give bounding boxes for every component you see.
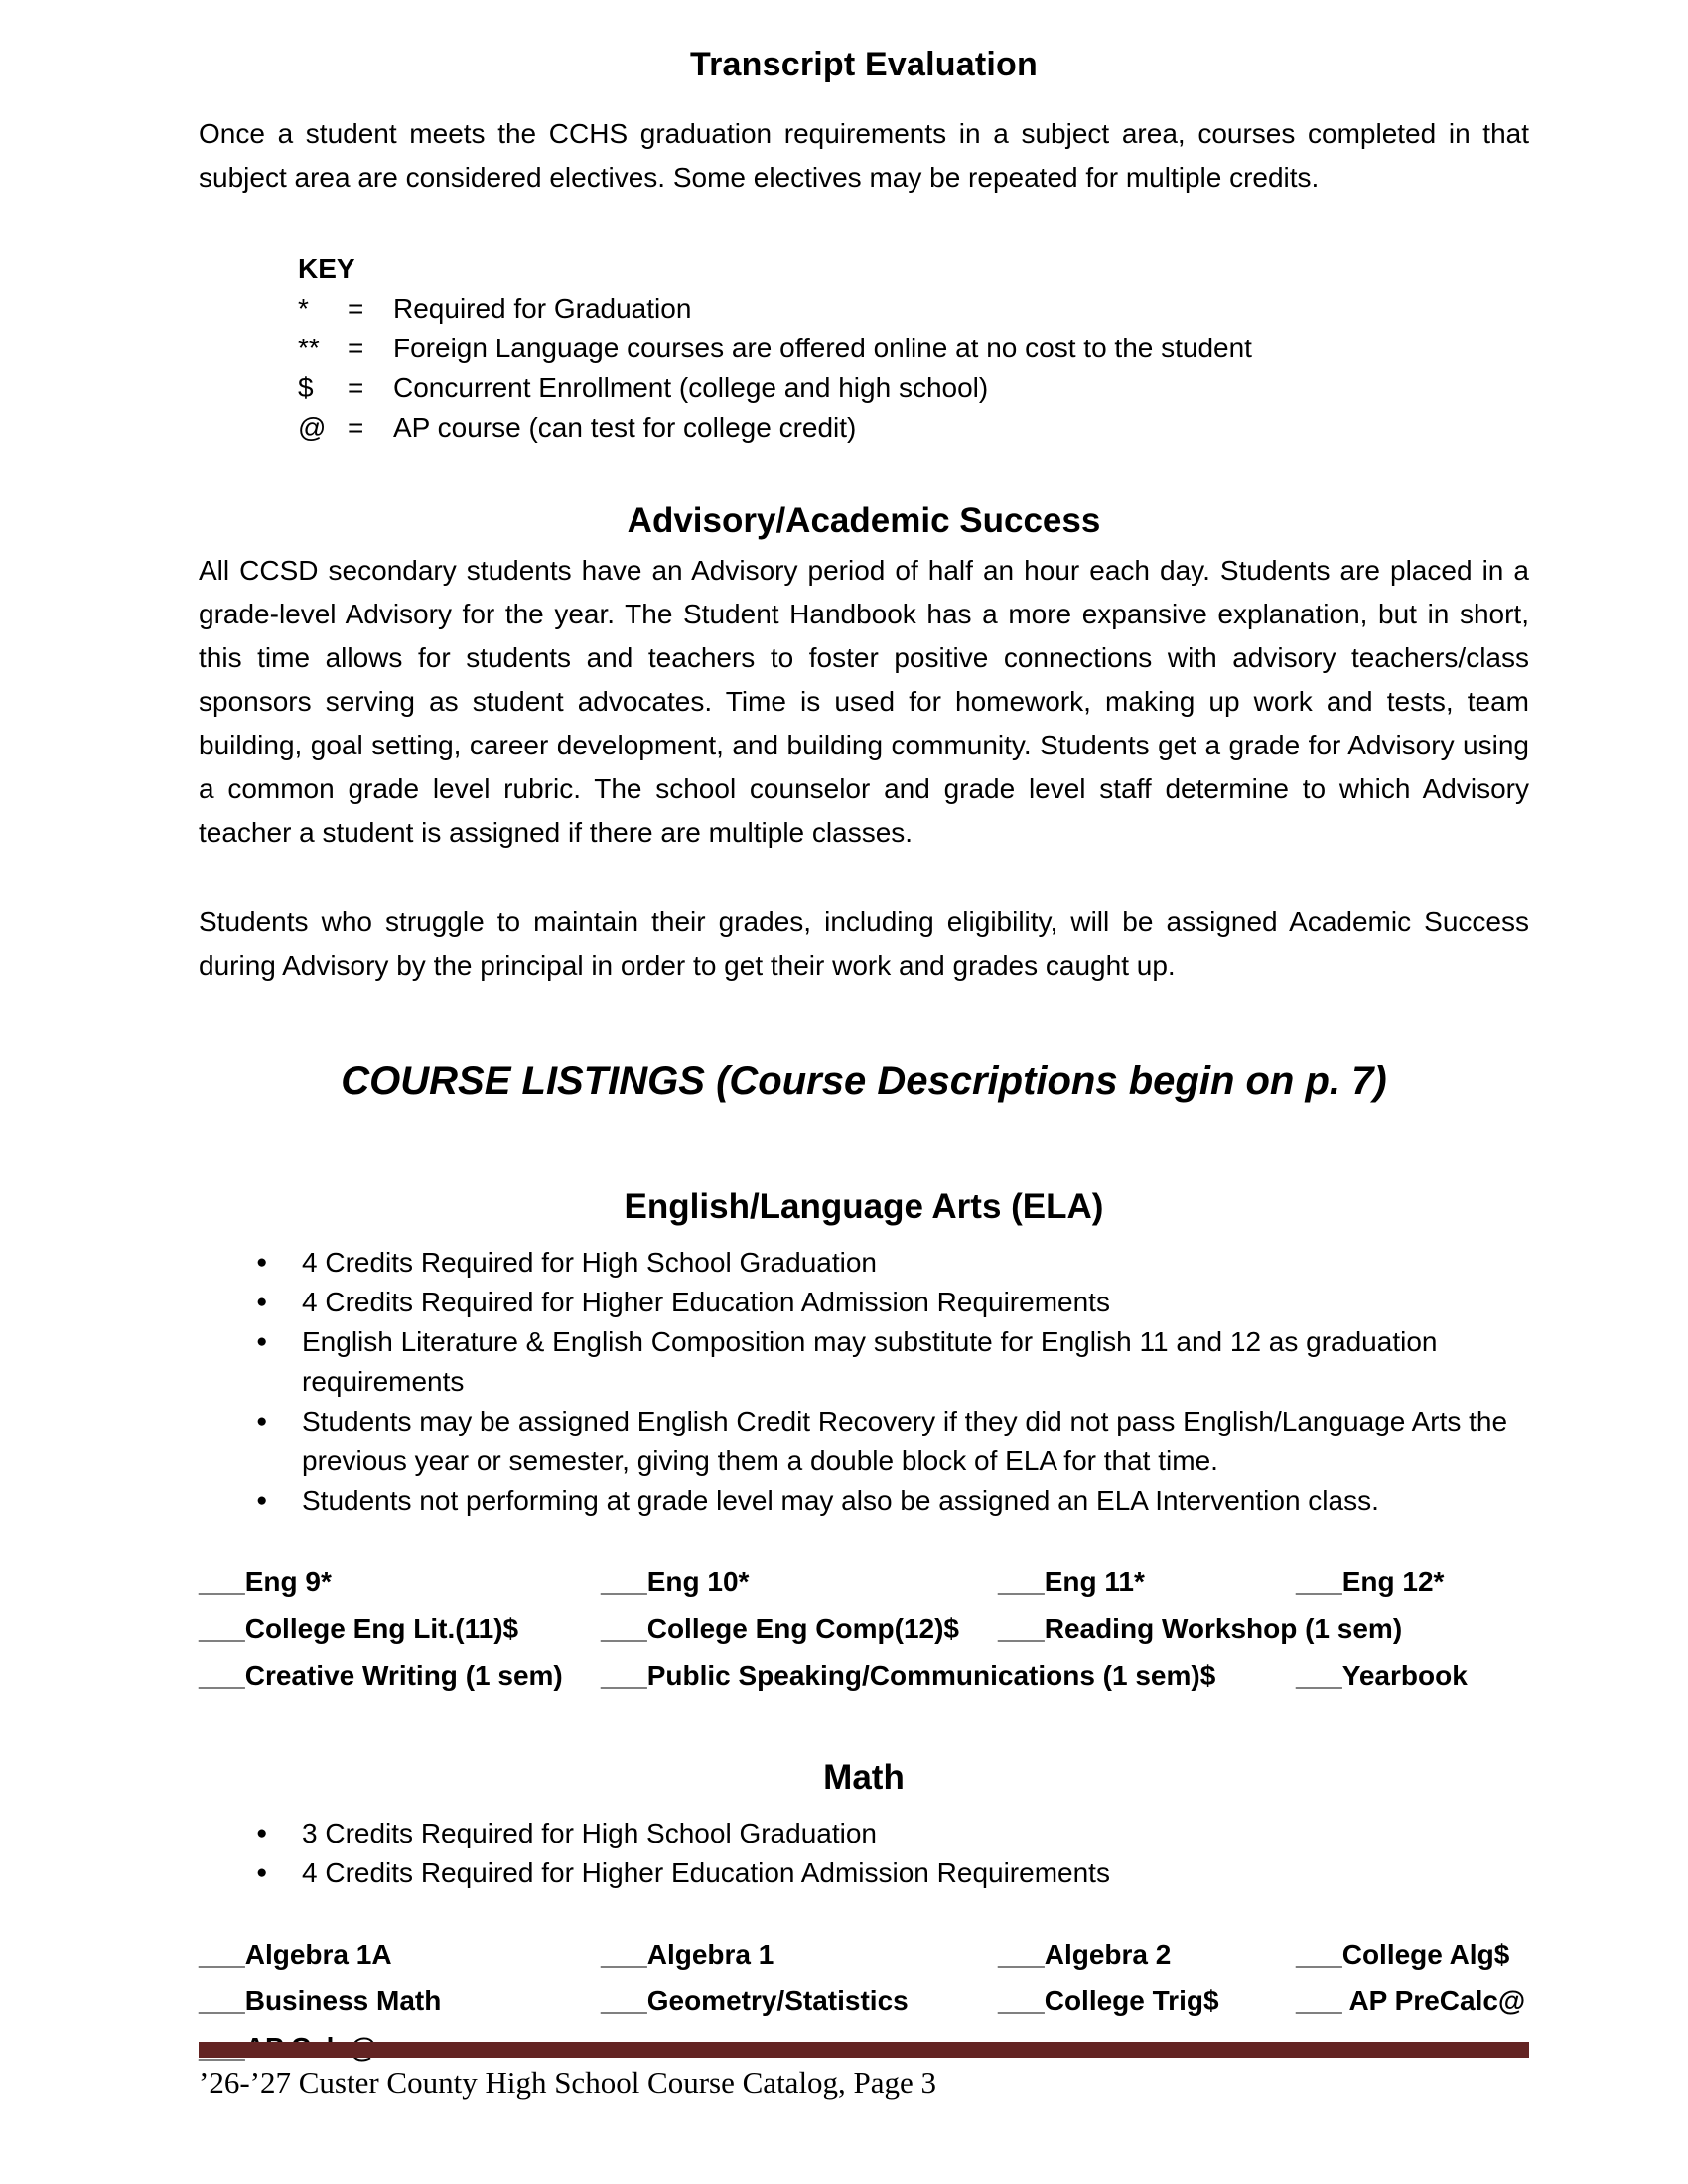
key-text: AP course (can test for college credit) [393, 412, 857, 443]
course-row [199, 1939, 1529, 1985]
course-cell: ___College Alg$ [1296, 1939, 1510, 1970]
advisory-paragraph-2: Students who struggle to maintain their grades, including eligibility, will be assigned Academic Success during Advisory by the principal in order to get their work and grades caught up. [199, 906, 1529, 981]
course-cell: ___Eng 10* [601, 1567, 750, 1597]
key-heading: KEY [298, 253, 355, 284]
course-cell: ___College Eng Comp(12)$ [601, 1613, 959, 1644]
key-equals: = [348, 333, 364, 363]
course-listings-subtitle: (Course Descriptions begin on p. 7) [704, 1059, 1387, 1103]
course-cell: ___College Eng Lit.(11)$ [199, 1613, 519, 1644]
key-symbol: * [298, 293, 309, 324]
key-text: Foreign Language courses are offered online at no cost to the student [393, 333, 1252, 363]
key-text: Concurrent Enrollment (college and high school) [393, 372, 989, 403]
math-heading: Math [823, 1758, 905, 1797]
course-cell: ___Yearbook [1296, 1660, 1468, 1691]
key-row [298, 368, 1529, 408]
course-cell: ___Creative Writing (1 sem) [199, 1660, 563, 1691]
bullet-item: ● 3 Credits Required for High School Graduation [199, 1814, 1529, 1853]
key-row [298, 408, 1529, 448]
bullet-item: ● 4 Credits Required for High School Graduation [199, 1243, 1529, 1283]
key-equals: = [348, 412, 364, 443]
advisory-heading: Advisory/Academic Success [627, 501, 1101, 540]
course-cell: ___Algebra 1A [199, 1939, 392, 1970]
course-cell: ___Eng 9* [199, 1567, 332, 1597]
course-row [199, 1985, 1529, 2032]
key-block [298, 249, 1529, 448]
course-row [199, 1660, 1529, 1706]
course-row [199, 1567, 1529, 1613]
course-cell: ___Algebra 2 [998, 1939, 1172, 1970]
course-cell: ___Reading Workshop (1 sem) [998, 1613, 1403, 1644]
bullet-item: ● Students may be assigned English Credit Recovery if they did not pass English/Language Arts the previous year or semester, giving them a double block of ELA for that time. [199, 1402, 1529, 1481]
key-row [298, 329, 1529, 368]
key-symbol: $ [298, 372, 314, 403]
bullet-item: ● 4 Credits Required for Higher Education Admission Requirements [199, 1853, 1529, 1893]
course-cell: ___Business Math [199, 1985, 442, 2016]
key-row [298, 289, 1529, 329]
course-row [199, 1613, 1529, 1660]
course-cell: ___Algebra 1 [601, 1939, 774, 1970]
ela-course-grid [199, 1567, 1529, 1706]
key-symbol: ** [298, 333, 320, 363]
course-listings-heading [199, 1059, 1529, 1104]
course-cell: ___Public Speaking/Communications (1 sem)$ [601, 1660, 1216, 1691]
course-cell: ___ AP PreCalc@ [1296, 1985, 1526, 2016]
key-equals: = [348, 293, 364, 324]
advisory-paragraph-1: All CCSD secondary students have an Advisory period of half an hour each day. Students are placed in a grade-level Advisory for the year. The Student Handbook has a more expansive explanation, but in short, this time allows for students and teachers to foster positive connections with advisory teachers/class sponsors serving as student advocates. Time is used for homework, making up work and tests, team building, goal setting, career development, and building community. Students get a grade for Advisory using a common grade level rubric. The school counselor and grade level staff determine to which Advisory teacher a student is assigned if there are multiple classes. [199, 555, 1529, 848]
ela-bullet-list [199, 1243, 1529, 1521]
intro-paragraph: Once a student meets the CCHS graduation requirements in a subject area, courses completed in that subject area are considered electives. Some electives may be repeated for multiple credits. [199, 118, 1529, 193]
ela-heading: English/Language Arts (ELA) [624, 1187, 1104, 1226]
page-title: Transcript Evaluation [690, 46, 1038, 83]
footer-rule [199, 2042, 1529, 2058]
course-listings-title: COURSE LISTINGS [341, 1059, 705, 1103]
course-cell: ___Eng 11* [998, 1567, 1145, 1597]
course-cell: ___College Trig$ [998, 1985, 1219, 2016]
bullet-item: ● Students not performing at grade level may also be assigned an ELA Intervention class. [199, 1481, 1529, 1521]
course-cell: ___Geometry/Statistics [601, 1985, 909, 2016]
course-cell: ___Eng 12* [1296, 1567, 1445, 1597]
bullet-item: ● 4 Credits Required for Higher Education Admission Requirements [199, 1283, 1529, 1322]
key-equals: = [348, 372, 364, 403]
bullet-item: ● English Literature & English Composition may substitute for English 11 and 12 as graduation requirements [199, 1322, 1529, 1402]
key-text: Required for Graduation [393, 293, 692, 324]
key-symbol: @ [298, 412, 327, 443]
math-bullet-list [199, 1814, 1529, 1893]
footer-text: ’26-’27 Custer County High School Course Catalog, Page 3 [199, 2065, 937, 2100]
